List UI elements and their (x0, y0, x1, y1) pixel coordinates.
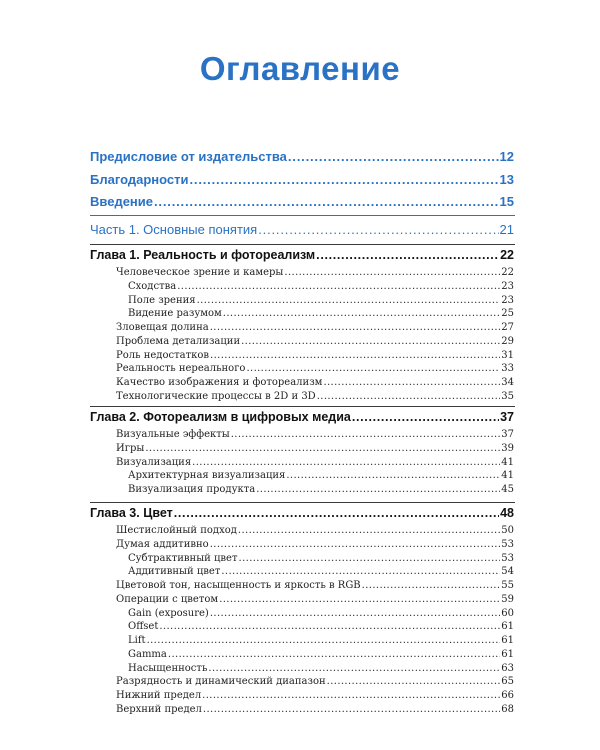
toc-entry-label: Думая аддитивно (116, 538, 209, 550)
toc-section-entry[interactable] (116, 456, 514, 469)
toc-section-entry[interactable] (128, 662, 514, 675)
dot-leader (327, 675, 501, 688)
dot-leader (284, 266, 500, 279)
dot-leader (154, 193, 499, 211)
dot-leader (352, 409, 499, 426)
toc-entry-label: Человеческое зрение и камеры (116, 267, 284, 278)
toc-entry-label: Поле зрения (128, 294, 196, 306)
toc-section-entry[interactable] (128, 294, 514, 307)
dot-leader (168, 648, 500, 661)
toc-front-entry[interactable] (90, 193, 514, 211)
toc-section-entry[interactable] (128, 565, 514, 578)
toc-entry-page: 41 (501, 470, 514, 482)
dot-leader (174, 505, 499, 522)
toc-entry-label: Операции с цветом (116, 593, 219, 605)
dot-leader (177, 280, 500, 293)
toc-entry-page: 29 (501, 335, 514, 347)
toc-section-entry[interactable] (116, 428, 514, 441)
toc-section-entry[interactable] (116, 675, 514, 688)
toc-entry-label: Верхний предел (116, 703, 202, 715)
toc-entry-label: Аддитивный цвет (128, 566, 221, 578)
toc-entry-page: 53 (501, 538, 514, 550)
toc-entry-page: 23 (501, 280, 514, 292)
toc-entry-page: 63 (501, 662, 514, 674)
toc-entry-label: Визуализация продукта (128, 484, 256, 495)
toc-entry-label: Насыщенность (128, 662, 208, 674)
toc-entry-label: Gamma (128, 648, 167, 660)
toc-chapter-entry[interactable] (90, 505, 514, 522)
toc-entry-label: Технологические процессы в 2D и 3D (116, 390, 316, 402)
toc-entry-page: 61 (501, 648, 514, 660)
dot-leader (317, 390, 501, 403)
toc-entry-label: Качество изображения и фотореализм (116, 377, 323, 388)
toc-entry-label: Часть 1. Основные понятия (90, 222, 258, 237)
dot-leader (238, 524, 500, 537)
toc-entry-page: 15 (499, 194, 514, 209)
toc-entry-page: 22 (501, 267, 514, 278)
dot-leader (362, 579, 501, 592)
dot-leader (145, 442, 500, 455)
toc-entry-label: Субтрактивный цвет (128, 552, 238, 564)
toc-entry-label: Разрядность и динамический диапазон (116, 676, 326, 688)
dot-leader (246, 362, 500, 375)
dot-leader (231, 428, 501, 441)
toc-entry-page: 35 (501, 390, 514, 402)
toc-entry-label: Lift (128, 635, 146, 646)
toc-entry-page: 37 (500, 410, 514, 424)
toc-front-entry[interactable] (90, 148, 514, 166)
toc-entry-page: 27 (501, 322, 514, 333)
toc-entry-label: Введение (90, 194, 153, 209)
toc-entry-label: Игры (116, 442, 145, 454)
toc-section-entry[interactable] (116, 362, 514, 375)
dot-leader (208, 662, 500, 675)
toc-entry-label: Цветовой тон, насыщенность и яркость в RGB (116, 580, 361, 591)
toc-section-entry[interactable] (116, 266, 514, 279)
toc-entry-page: 54 (501, 566, 514, 578)
toc-section-entry[interactable] (116, 579, 514, 592)
page-title: Оглавление (199, 50, 401, 87)
toc-entry-page: 55 (501, 580, 514, 591)
toc-entry-label: Предисловие от издательства (90, 149, 287, 164)
toc-section-entry[interactable] (128, 607, 514, 620)
toc-entry-page: 66 (501, 690, 514, 701)
toc-entry-page: 37 (501, 429, 514, 440)
toc-entry-label: Offset (128, 621, 159, 633)
toc-section-entry[interactable] (116, 349, 514, 362)
dot-leader (258, 221, 498, 239)
toc-entry-label: Нижний предел (116, 690, 202, 701)
toc-entry-label: Глава 1. Реальность и фотореализм (90, 248, 316, 262)
toc-entry-page: 50 (501, 525, 514, 536)
chapter-rule (90, 502, 515, 503)
toc-section-entry[interactable] (128, 307, 514, 320)
dot-leader (203, 703, 500, 716)
toc-entry-page: 41 (501, 456, 514, 468)
dot-leader (316, 247, 499, 264)
toc-entry-page: 45 (501, 484, 514, 495)
toc-entry-page: 59 (501, 593, 514, 605)
toc-chapter-entry[interactable] (90, 409, 514, 426)
toc-part-entry[interactable] (90, 221, 514, 239)
toc-section-entry[interactable] (116, 703, 514, 716)
toc-entry-page: 68 (501, 703, 514, 715)
dot-leader (323, 376, 500, 389)
toc-section-entry[interactable] (128, 634, 514, 647)
dot-leader (159, 620, 500, 633)
toc-entry-label: Роль недостатков (116, 349, 210, 361)
toc-section-entry[interactable] (116, 321, 514, 334)
toc-entry-label: Сходства (128, 280, 177, 292)
toc-section-entry[interactable] (116, 538, 514, 551)
dot-leader (189, 171, 498, 189)
toc-entry-page: 23 (501, 294, 514, 306)
toc-section-entry[interactable] (116, 524, 514, 537)
toc-entry-page: 48 (500, 506, 514, 520)
dot-leader (210, 607, 500, 620)
toc-entry-page: 31 (501, 349, 514, 361)
toc-entry-label: Gain (exposure) (128, 607, 209, 619)
dot-leader (241, 335, 500, 348)
toc-front-entry[interactable] (90, 171, 514, 189)
part-rule (90, 215, 515, 216)
toc-section-entry[interactable] (116, 390, 514, 403)
toc-section-entry[interactable] (128, 280, 514, 293)
toc-section-entry[interactable] (128, 620, 514, 633)
dot-leader (221, 565, 500, 578)
toc-chapter-entry[interactable] (90, 247, 514, 264)
toc-section-entry[interactable] (116, 689, 514, 702)
toc-entry-page: 60 (501, 607, 514, 619)
toc-section-entry[interactable] (128, 469, 514, 482)
toc-section-entry[interactable] (128, 648, 514, 661)
dot-leader (256, 483, 500, 496)
toc-entry-label: Глава 2. Фотореализм в цифровых медиа (90, 410, 351, 424)
toc-entry-page: 33 (501, 363, 514, 375)
toc-entry-page: 39 (501, 442, 514, 454)
toc-section-entry[interactable] (128, 483, 514, 496)
toc-section-entry[interactable] (116, 593, 514, 606)
toc-entry-label: Визуализация (116, 456, 192, 468)
toc-entry-page: 61 (501, 621, 514, 633)
dot-leader (147, 634, 501, 647)
toc-entry-page: 22 (500, 248, 514, 262)
toc-entry-page: 65 (501, 676, 514, 688)
dot-leader (286, 469, 500, 482)
toc-entry-label: Реальность нереального (116, 363, 246, 375)
toc-entry-page: 53 (501, 552, 514, 564)
chapter-rule (90, 406, 515, 407)
toc-entry-page: 13 (499, 172, 514, 187)
toc-entry-page: 34 (501, 377, 514, 388)
toc-entry-label: Зловещая долина (116, 322, 209, 333)
toc-entry-label: Шестислойный подход (116, 525, 237, 536)
toc-entry-label: Архитектурная визуализация (128, 470, 286, 482)
toc-entry-page: 61 (501, 635, 514, 646)
toc-entry-label: Глава 3. Цвет (90, 506, 173, 520)
toc-entry-page: 12 (499, 149, 514, 164)
dot-leader (239, 552, 501, 565)
toc-entry-label: Визуальные эффекты (116, 429, 230, 440)
dot-leader (219, 593, 500, 606)
toc-entry-page: 21 (499, 222, 514, 237)
toc-entry-label: Благодарности (90, 172, 189, 187)
chapter-rule (90, 244, 515, 245)
dot-leader (210, 538, 501, 551)
toc-entry-page: 25 (501, 308, 514, 320)
toc-entry-label: Проблема детализации (116, 335, 241, 347)
toc-section-entry[interactable] (128, 552, 514, 565)
dot-leader (197, 294, 501, 307)
toc-section-entry[interactable] (116, 442, 514, 455)
toc-section-entry[interactable] (116, 376, 514, 389)
dot-leader (202, 689, 500, 702)
dot-leader (210, 349, 500, 362)
dot-leader (192, 456, 500, 469)
dot-leader (288, 148, 499, 166)
toc-entry-label: Видение разумом (128, 308, 222, 320)
dot-leader (223, 307, 500, 320)
dot-leader (210, 321, 501, 334)
toc-section-entry[interactable] (116, 335, 514, 348)
